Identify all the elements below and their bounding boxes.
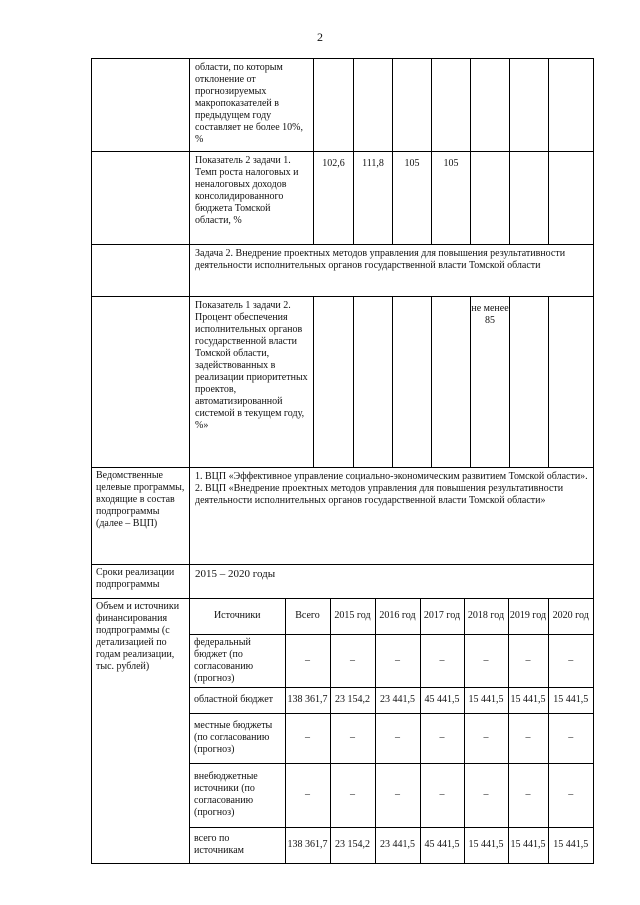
- header-2015: 2015 год: [330, 599, 375, 634]
- indicator-3-label: Показатель 1 задачи 2. Процент обеспечения исполнительных органов государственной власти Томской области, задействованных в реализации приоритетных проектов, автоматизированной системой в текущем году, %»: [190, 297, 314, 468]
- amount-cell: –: [420, 634, 464, 687]
- amount-cell: 15 441,5: [548, 827, 593, 863]
- amount-cell: –: [330, 713, 375, 763]
- value-cell: [510, 152, 549, 245]
- amount-cell: –: [420, 763, 464, 827]
- amount-cell: –: [330, 634, 375, 687]
- header-2020: 2020 год: [548, 599, 593, 634]
- value-cell: 102,6: [314, 152, 354, 245]
- amount-cell: –: [285, 713, 330, 763]
- indicator-2-row: [92, 152, 594, 245]
- value-cell: 111,8: [354, 152, 393, 245]
- finance-header-row: [190, 599, 593, 634]
- amount-cell: –: [464, 713, 508, 763]
- source-cell: всего по источникам: [190, 827, 285, 863]
- empty-label-cell: [92, 152, 190, 245]
- page-number: 2: [317, 30, 323, 44]
- amount-cell: 23 441,5: [375, 687, 420, 713]
- header-2016: 2016 год: [375, 599, 420, 634]
- finance-row: [92, 599, 594, 864]
- value-cell: 105: [432, 152, 471, 245]
- vcp-item-2: 2. ВЦП «Внедрение проектных методов управления для повышения результативности деятельности исполнительных органов государственной власти Томской области»: [195, 483, 564, 506]
- header-2019: 2019 год: [508, 599, 548, 634]
- terms-row: [92, 565, 594, 599]
- empty-label-cell: [92, 59, 190, 152]
- value-cell: [354, 297, 393, 468]
- header-2018: 2018 год: [464, 599, 508, 634]
- amount-cell: –: [375, 713, 420, 763]
- terms-value: 2015 – 2020 годы: [190, 565, 594, 599]
- header-2017: 2017 год: [420, 599, 464, 634]
- amount-cell: 15 441,5: [508, 827, 548, 863]
- empty-label-cell: [92, 245, 190, 297]
- amount-cell: –: [420, 713, 464, 763]
- value-cell: [549, 152, 594, 245]
- passport-table: [91, 58, 594, 864]
- header-sources: Источники: [190, 599, 285, 634]
- source-cell: местные бюджеты (по согласованию (прогноз): [190, 713, 285, 763]
- amount-cell: 23 441,5: [375, 827, 420, 863]
- value-cell: не менее 85: [471, 297, 510, 468]
- amount-cell: –: [375, 634, 420, 687]
- header-total: Всего: [285, 599, 330, 634]
- finance-table: [190, 599, 593, 863]
- finance-total-row: [190, 827, 593, 863]
- amount-cell: 45 441,5: [420, 827, 464, 863]
- vcp-row: [92, 468, 594, 565]
- task-2-row: [92, 245, 594, 297]
- vcp-list: [190, 468, 594, 565]
- vcp-label: Ведомственные целевые программы, входящие в состав подпрограммы (далее – ВЦП): [92, 468, 190, 565]
- finance-data-row: [190, 763, 593, 827]
- amount-cell: 15 441,5: [464, 827, 508, 863]
- value-cell: [471, 152, 510, 245]
- indicator-2-label: Показатель 2 задачи 1. Темп роста налоговых и неналоговых доходов консолидированного бюджета Томской области, %: [190, 152, 314, 245]
- source-cell: федеральный бюджет (по согласованию (прогноз): [190, 634, 285, 687]
- indicator-1-label: области, по которым отклонение от прогнозируемых макропоказателей в предыдущем году составляет не более 10%, %: [190, 59, 314, 152]
- value-cell: 105: [393, 152, 432, 245]
- amount-cell: 23 154,2: [330, 687, 375, 713]
- terms-label: Сроки реализации подпрограммы: [92, 565, 190, 599]
- finance-data-row: [190, 634, 593, 687]
- empty-label-cell: [92, 297, 190, 468]
- amount-cell: –: [508, 763, 548, 827]
- source-cell: внебюджетные источники (по согласованию (прогноз): [190, 763, 285, 827]
- indicator-1-row: [92, 59, 594, 152]
- source-cell: областной бюджет: [190, 687, 285, 713]
- amount-cell: –: [375, 763, 420, 827]
- amount-cell: 138 361,7: [285, 827, 330, 863]
- amount-cell: 15 441,5: [508, 687, 548, 713]
- amount-cell: 15 441,5: [548, 687, 593, 713]
- amount-cell: 23 154,2: [330, 827, 375, 863]
- indicator-3-row: [92, 297, 594, 468]
- finance-label: Объем и источники финансирования подпрограммы (с детализацией по годам реализации, тыс. рублей): [92, 599, 190, 864]
- amount-cell: –: [548, 763, 593, 827]
- amount-cell: –: [464, 634, 508, 687]
- value-cell: [549, 297, 594, 468]
- amount-cell: –: [285, 634, 330, 687]
- amount-cell: –: [508, 713, 548, 763]
- amount-cell: 138 361,7: [285, 687, 330, 713]
- amount-cell: –: [464, 763, 508, 827]
- amount-cell: –: [508, 634, 548, 687]
- value-cell: [432, 297, 471, 468]
- vcp-item-1: 1. ВЦП «Эффективное управление социально-экономическим развитием Томской области».: [195, 471, 588, 482]
- amount-cell: –: [285, 763, 330, 827]
- task-2-text: Задача 2. Внедрение проектных методов управления для повышения результативности деятельности исполнительных органов государственной власти Томской области: [190, 245, 594, 297]
- finance-data-row: [190, 713, 593, 763]
- amount-cell: –: [330, 763, 375, 827]
- amount-cell: –: [548, 713, 593, 763]
- finance-data-row: [190, 687, 593, 713]
- finance-cell: [190, 599, 594, 864]
- amount-cell: –: [548, 634, 593, 687]
- value-cell: [510, 297, 549, 468]
- value-cell: [314, 297, 354, 468]
- amount-cell: 15 441,5: [464, 687, 508, 713]
- value-cell: [393, 297, 432, 468]
- amount-cell: 45 441,5: [420, 687, 464, 713]
